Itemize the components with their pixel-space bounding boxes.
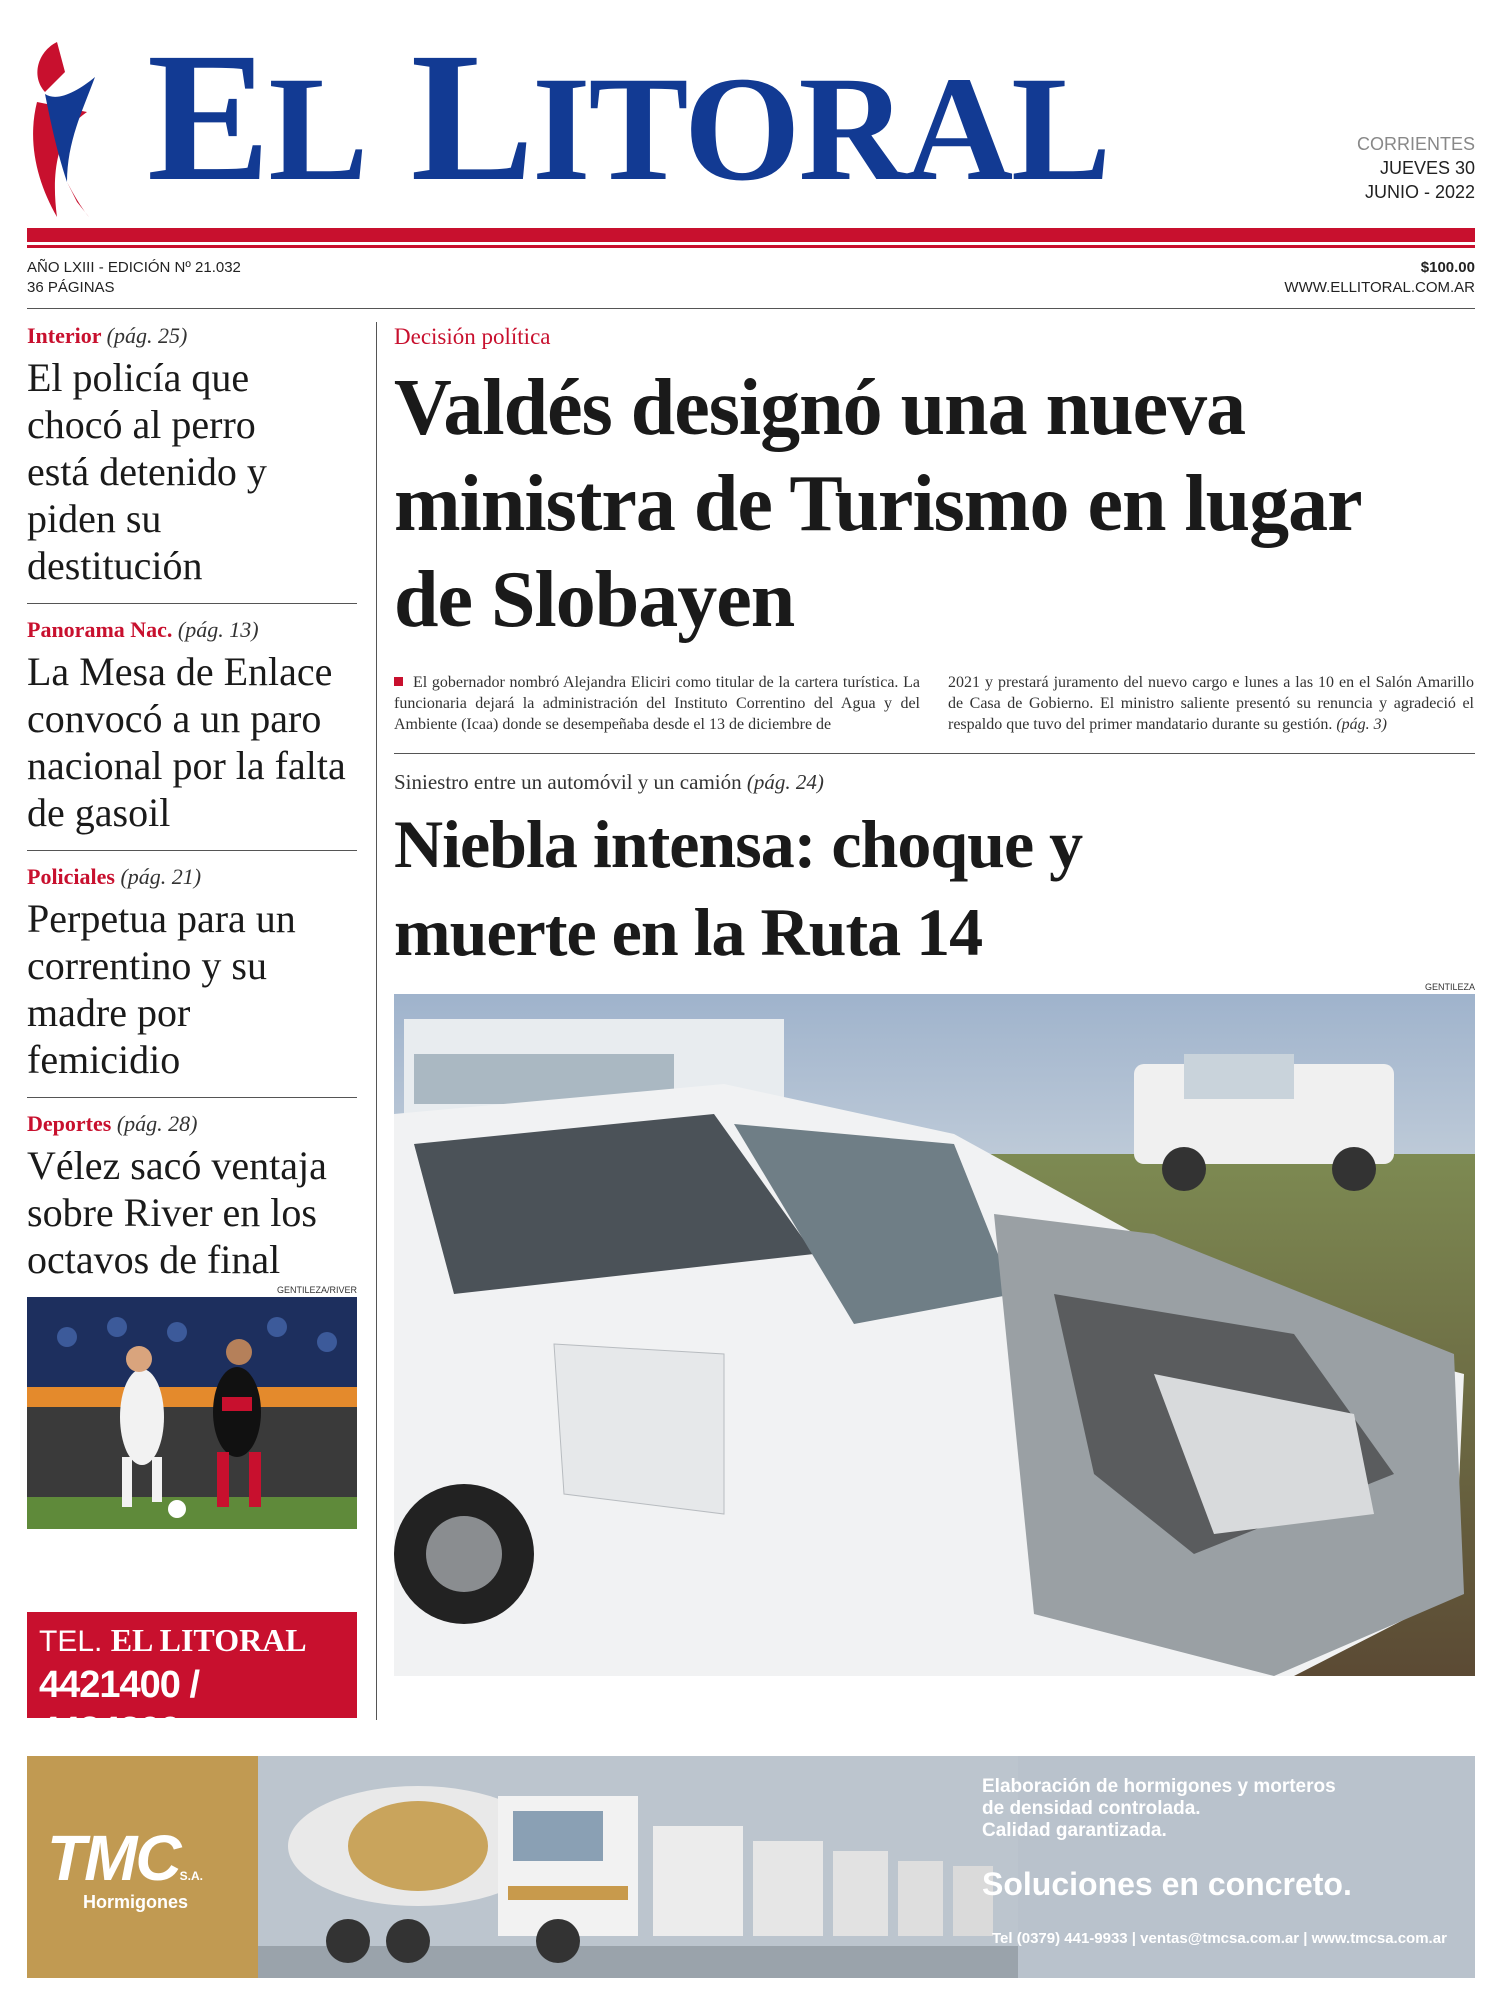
ad-copy: [982, 1776, 1336, 1842]
brief-policiales[interactable]: [27, 863, 357, 1098]
ad-contact[interactable]: Tel (0379) 441-9933 | ventas@tmcsa.com.ar | www.tmcsa.com.ar: [992, 1930, 1447, 1947]
ad-brand: TMC: [47, 1822, 180, 1894]
masthead-red-thin-rule: [27, 245, 1475, 248]
page-count: 36 PÁGINAS: [27, 279, 115, 296]
brief-section: [27, 1110, 357, 1138]
brand-prefix: E: [147, 15, 269, 220]
tel-numbers: 4421400 / 4424300: [39, 1664, 200, 1752]
top-divider: [27, 308, 1475, 309]
tel-label: TEL.: [39, 1625, 103, 1658]
brief-section: [27, 322, 357, 350]
football-photo-illustration: [27, 1297, 357, 1529]
ad-trucks-illustration: [258, 1756, 1018, 1978]
second-kicker-text: Siniestro entre un automóvil y un camión: [394, 770, 742, 794]
ad-brand-sub: Hormigones: [83, 1892, 189, 1912]
brief-interior[interactable]: [27, 322, 357, 604]
section-label: Panorama Nac.: [27, 617, 173, 642]
briefs-column: [27, 322, 357, 1529]
brand-prefix-small: L: [268, 46, 367, 212]
date-label: JUNIO - 2022: [1364, 182, 1475, 202]
price: $100.00: [1420, 259, 1475, 276]
brand-logo-text: [147, 15, 1110, 220]
page-ref: (pág. 28): [116, 1111, 198, 1136]
page-ref: (pág. 21): [120, 864, 202, 889]
brief-deportes[interactable]: [27, 1110, 357, 1285]
brief-title: Perpetua para un correntino y su madre por femicidio: [27, 896, 296, 1082]
ad-slogan: Soluciones en concreto.: [982, 1866, 1352, 1902]
ad-copy-line2: de densidad controlada.: [982, 1798, 1201, 1819]
brief-panorama[interactable]: [27, 616, 357, 851]
brand-word-first: L: [410, 15, 533, 220]
page-ref: (pág. 25): [106, 323, 188, 348]
tel-line: [39, 1620, 345, 1662]
logo-bird-icon: [27, 32, 97, 222]
section-label: Deportes: [27, 1111, 112, 1136]
brand-word-rest: ITORAL: [532, 46, 1110, 212]
football-photo[interactable]: [27, 1297, 357, 1529]
brief-title: Vélez sacó ventaja sobre River en los octavos de final: [27, 1143, 327, 1282]
section-label: Policiales: [27, 864, 115, 889]
crash-photo[interactable]: [394, 994, 1475, 1676]
section-label: Interior: [27, 323, 102, 348]
contact-box[interactable]: [27, 1612, 357, 1752]
page-ref: (pág. 13): [177, 617, 259, 642]
issue-date-block: [1357, 132, 1475, 204]
masthead-red-rule: [27, 228, 1475, 242]
main-headline[interactable]: Valdés designó una nueva ministra de Turismo en lugar de Slobayen: [394, 364, 1361, 644]
tel-brand: EL LITORAL: [110, 1622, 307, 1658]
second-headline[interactable]: Niebla intensa: choque y muerte en la Ruta 14: [394, 806, 1083, 970]
masthead: [27, 15, 1475, 220]
main-kicker: Decisión política: [394, 324, 551, 349]
website-link[interactable]: WWW.ELLITORAL.COM.AR: [1284, 279, 1475, 296]
bullet-icon: [394, 677, 403, 686]
column-divider: [376, 322, 377, 1720]
brief-section: [27, 863, 357, 891]
tmc-advertisement[interactable]: [27, 1756, 1475, 1978]
main-lead: [394, 672, 1475, 735]
brief-title: La Mesa de Enlace convocó a un paro nacional por la falta de gasoil: [27, 649, 346, 835]
brief-title: El policía que chocó al perro está detenido y piden su destitución: [27, 355, 267, 588]
lead-text-1: El gobernador nombró Alejandra Eliciri como titular de la cartera turística. La funcionaria dejará la administración del Instituto Correntino del Agua y del Ambiente (Icaa) donde se desempeñaba desde el 13 de diciembre de: [394, 674, 920, 733]
brief-section: [27, 616, 357, 644]
second-kicker: [394, 768, 1475, 796]
city-label: CORRIENTES: [1356, 134, 1475, 154]
lead-col-1: [394, 672, 920, 735]
day-label: JUEVES 30: [1379, 158, 1475, 178]
crash-photo-illustration: [394, 994, 1475, 1676]
story-divider: [394, 753, 1475, 754]
ad-copy-line3: Calidad garantizada.: [982, 1820, 1167, 1841]
lead-page-ref: (pág. 3): [1336, 716, 1387, 733]
crash-photo-credit: GENTILEZA: [1424, 982, 1475, 992]
sport-photo-credit: GENTILEZA/RIVER: [276, 1285, 357, 1295]
edition-number: AÑO LXIII - EDICIÓN Nº 21.032: [27, 259, 241, 276]
edition-info: [27, 258, 241, 298]
ad-copy-line1: Elaboración de hormigones y morteros: [982, 1776, 1336, 1797]
main-content: [394, 322, 1475, 1676]
lead-col-2: [948, 672, 1474, 735]
ad-brand-suffix: S.A.: [179, 1869, 203, 1883]
price-block: [1284, 258, 1475, 298]
lead-text-2: 2021 y prestará juramento del nuevo cargo e lunes a las 10 en el Salón Amarillo de Casa de Gobierno. El ministro saliente presentó su renuncia y agradeció el respaldo que tuvo del primer mandatario durante su gestión.: [948, 674, 1474, 733]
second-kicker-page: (pág. 24): [746, 770, 824, 794]
